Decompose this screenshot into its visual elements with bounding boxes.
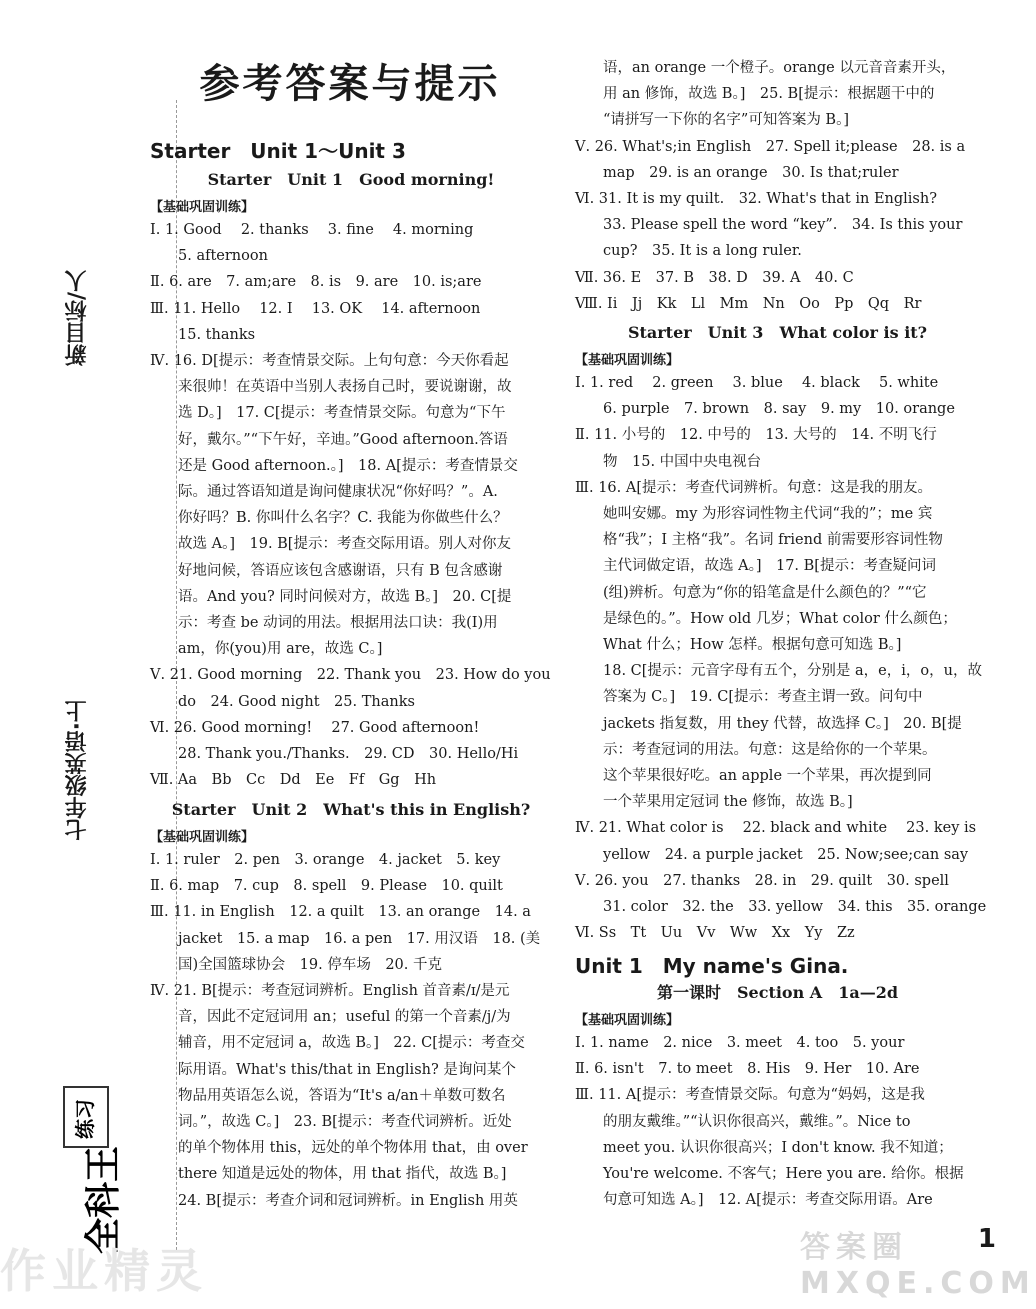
answer-line: 15. thanks xyxy=(178,326,256,343)
answer-line: You're welcome. 不客气；Here you are. 给你。根据 xyxy=(603,1166,964,1182)
answer-line: Ⅴ. 21. Good morning 22. Thank you 23. How do you xyxy=(150,667,551,684)
svg-text:全科王: 全科王 xyxy=(83,1145,124,1255)
answer-line: 示：考查冠词的用法。句意：这是给你的一个苹果。 xyxy=(603,741,937,758)
answer-line: 好地问候，答语应该包含感谢语，只有 B 包含感谢 xyxy=(178,562,503,579)
answer-line: Ⅳ. 21. B[提示：考查冠词辨析。English 首音素/ɪ/是元 xyxy=(150,983,510,999)
answer-line: 语。And you? 同时问候对方，故选 B。] 20. C[提 xyxy=(178,588,512,605)
answer-line: Ⅶ. 36. E 37. B 38. D 39. A 40. C xyxy=(575,269,854,286)
answer-line: 音，因此不定冠词用 an；useful 的第一个音素/j/为 xyxy=(178,1009,511,1026)
answer-line: 31. color 32. the 33. yellow 34. this 35. orange xyxy=(603,899,987,915)
answer-line: Ⅴ. 26. What's;in English 27. Spell it;please 28. is a xyxy=(575,138,966,155)
answer-line: 5. afternoon xyxy=(178,248,268,265)
answer-line: 际。通过答语知道是询问健康状况“你好吗？”。A. xyxy=(178,484,498,500)
answer-line: What 什么；How 怎样。根据句意可知选 B。] xyxy=(603,637,902,653)
answer-line: Ⅲ. 11. Hello 12. I 13. OK 14. afternoon xyxy=(150,300,481,317)
answer-line: 好，戴尔。”“下午好，辛迪。”Good afternoon.答语 xyxy=(178,431,508,448)
answer-line: Ⅱ. 11. 小号的 12. 中号的 13. 大号的 14. 不明飞行 xyxy=(575,427,937,444)
book-spine xyxy=(56,40,146,1260)
answer-line: Ⅱ. 6. are 7. am;are 8. is 9. are 10. is;are xyxy=(150,274,482,291)
exercise-label: 【基础巩固训练】 xyxy=(150,200,255,215)
answer-line: Ⅰ. 1. Good 2. thanks 3. fine 4. morning xyxy=(150,222,474,238)
answer-line: (组)辨析。句意为“你的铅笔盒是什么颜色的？”“它 xyxy=(603,584,927,601)
answer-line: 28. Thank you./Thanks. 29. CD 30. Hello/Hi xyxy=(178,746,519,762)
exercise-label: 【基础巩固训练】 xyxy=(150,830,255,845)
page-title: 参考答案与提示 xyxy=(199,61,501,107)
answer-line: 主代词做定语，故选 A。] 17. B[提示：考查疑问词 xyxy=(603,558,936,575)
answer-line: 你好吗？B. 你叫什么名字？C. 我能为你做些什么？ xyxy=(178,510,508,527)
section-header-starter: Starter Unit 1～Unit 3 xyxy=(150,139,406,163)
answer-line: jackets 指复数，用 they 代替，故选择 C。] 20. B[提 xyxy=(603,715,962,732)
answer-line: 6. purple 7. brown 8. say 9. my 10. orange xyxy=(603,401,955,418)
answer-line: 33. Please spell the word “key”. 34. Is this your xyxy=(603,217,963,234)
answer-line: Ⅵ. Ss Tt Uu Vv Ww Xx Yy Zz xyxy=(575,925,855,942)
unit-title-starter-1: Starter Unit 1 Good morning! xyxy=(207,170,495,189)
watermark-left: 作业精灵 xyxy=(0,1244,208,1298)
answer-line: Ⅲ. 11. A[提示：考查情景交际。句意为“妈妈，这是我 xyxy=(575,1087,925,1104)
answer-line: 词。”，故选 C。] 23. B[提示：考查代词辨析。近处 xyxy=(178,1114,512,1130)
answer-line: 故选 A。] 19. B[提示：考查交际用语。别人对你友 xyxy=(178,536,511,553)
unit-title-starter-3: Starter Unit 3 What color is it? xyxy=(627,323,928,342)
answer-line: 这个苹果很好吃。an apple 一个苹果，再次提到同 xyxy=(603,768,932,784)
answer-line: Ⅱ. 6. isn't 7. to meet 8. His 9. Her 10. Are xyxy=(575,1061,920,1078)
answer-line: 18. C[提示：元音字母有五个，分别是 a，e，i，o，u，故 xyxy=(603,663,982,680)
answer-line: jacket 15. a map 16. a pen 17. 用汉语 18. (美 xyxy=(178,930,541,947)
answer-line: Ⅳ. 21. What color is 22. black and white 23. key is xyxy=(575,820,977,837)
answer-line: yellow 24. a purple jacket 25. Now;see;can say xyxy=(603,846,969,863)
watermark-right: 答案圈 MXQE.COM xyxy=(800,1230,1036,1301)
svg-text:练习: 练习 xyxy=(73,1099,97,1139)
answer-line: Ⅴ. 26. you 27. thanks 28. in 29. quilt 30. spell xyxy=(575,872,949,889)
answer-line: 示：考查 be 动词的用法。根据用法口诀：我(I)用 xyxy=(178,615,498,631)
answer-line: 物品用英语怎么说，答语为“It's a/an＋单数可数名 xyxy=(178,1087,506,1104)
answer-line: 际用语。What's this/that in English? 是询问某个 xyxy=(178,1061,516,1078)
answer-line: 来很帅！在英语中当别人表扬自己时，要说谢谢，故 xyxy=(178,379,512,396)
answer-line: Ⅲ. 11. in English 12. a quilt 13. an orange 14. a xyxy=(150,904,531,921)
answer-line: 她叫安娜。my 为形容词性物主代词“我的”；me 宾 xyxy=(603,506,933,522)
answer-line: 格“我”；I 主格“我”。名词 friend 前需要形容词性物 xyxy=(603,532,943,549)
answer-line: 的单个物体用 this，远处的单个物体用 that，由 over xyxy=(178,1140,528,1157)
answer-line: 用 an 修饰，故选 B。] 25. B[提示：根据题干中的 xyxy=(603,86,935,103)
lesson-title: 第一课时 Section A 1a—2d xyxy=(656,983,899,1002)
answer-line: Ⅰ. 1. ruler 2. pen 3. orange 4. jacket 5. key xyxy=(150,852,501,868)
answer-line: 是绿色的。”。How old 几岁；What color 什么颜色； xyxy=(603,610,957,627)
answer-line: Ⅰ. 1. name 2. nice 3. meet 4. too 5. your xyxy=(575,1035,905,1051)
answer-line: 还是 Good afternoon.。] 18. A[提示：考查情景交 xyxy=(178,457,518,474)
answer-line: 国)全国篮球协会 19. 停车场 20. 千克 xyxy=(178,956,442,973)
answer-line: there 知道是远处的物体，用 that 指代，故选 B。] xyxy=(178,1166,507,1183)
answer-line: 选 D。] 17. C[提示：考查情景交际。句意为“下午 xyxy=(178,405,506,422)
page-number: 1 xyxy=(977,1224,996,1254)
answer-line: cup? 35. It is a long ruler. xyxy=(603,243,802,260)
answer-line: meet you. 认识你很高兴；I don't know. 我不知道； xyxy=(603,1139,953,1156)
answer-line: Ⅰ. 1. red 2. green 3. blue 4. black 5. white xyxy=(575,375,939,391)
answer-line: 答案为 C。] 19. C[提示：考查主谓一致。问句中 xyxy=(603,689,923,706)
answer-line: map 29. is an orange 30. Is that;ruler xyxy=(603,164,899,181)
brand-logo xyxy=(60,1085,140,1255)
exercise-label: 【基础巩固训练】 xyxy=(575,353,680,368)
answer-line: “请拼写一下你的名字”可知答案为 B。] xyxy=(603,112,849,129)
answer-line: am，你(you)用 are，故选 C。] xyxy=(178,641,383,658)
answer-line: 一个苹果用定冠词 the 修饰，故选 B。] xyxy=(603,794,853,811)
answer-line: 物 15. 中国中央电视台 xyxy=(603,453,762,470)
answer-line: 语，an orange 一个橙子。orange 以元音音素开头， xyxy=(603,60,956,76)
answer-line: Ⅵ. 31. It is my quilt. 32. What's that in English? xyxy=(575,191,937,207)
answer-line: Ⅲ. 16. A[提示：考查代词辨析。句意：这是我的朋友。 xyxy=(575,479,932,496)
answer-line: Ⅱ. 6. map 7. cup 8. spell 9. Please 10. quilt xyxy=(150,878,503,895)
spine-grade-text: 七年级英语·上 xyxy=(65,700,90,841)
answer-line: 24. B[提示：考查介词和冠词辨析。in English 用英 xyxy=(178,1192,518,1209)
answer-line: do 24. Good night 25. Thanks xyxy=(178,693,415,710)
answer-line: 句意可知选 A。] 12. A[提示：考查交际用语。Are xyxy=(603,1192,933,1209)
answer-line: Ⅵ. 26. Good morning! 27. Good afternoon! xyxy=(150,719,480,736)
answer-line: 的朋友戴维。”“认识你很高兴，戴维。”。Nice to xyxy=(603,1113,911,1130)
exercise-label: 【基础巩固训练】 xyxy=(575,1013,680,1028)
answer-line: Ⅳ. 16. D[提示：考查情景交际。上句句意：今天你看起 xyxy=(150,353,509,369)
answer-line: Ⅷ. Ii Jj Kk Ll Mm Nn Oo Pp Qq Rr xyxy=(575,295,922,312)
spine-edition-text: 新目标/人 xyxy=(65,270,90,367)
section-header-unit1: Unit 1 My name's Gina. xyxy=(575,954,849,978)
unit-title-starter-2: Starter Unit 2 What's this in English? xyxy=(171,800,531,819)
answer-line: 辅音，用不定冠词 a，故选 B。] 22. C[提示：考查交 xyxy=(178,1035,525,1052)
answer-line: Ⅶ. Aa Bb Cc Dd Ee Ff Gg Hh xyxy=(150,772,437,789)
